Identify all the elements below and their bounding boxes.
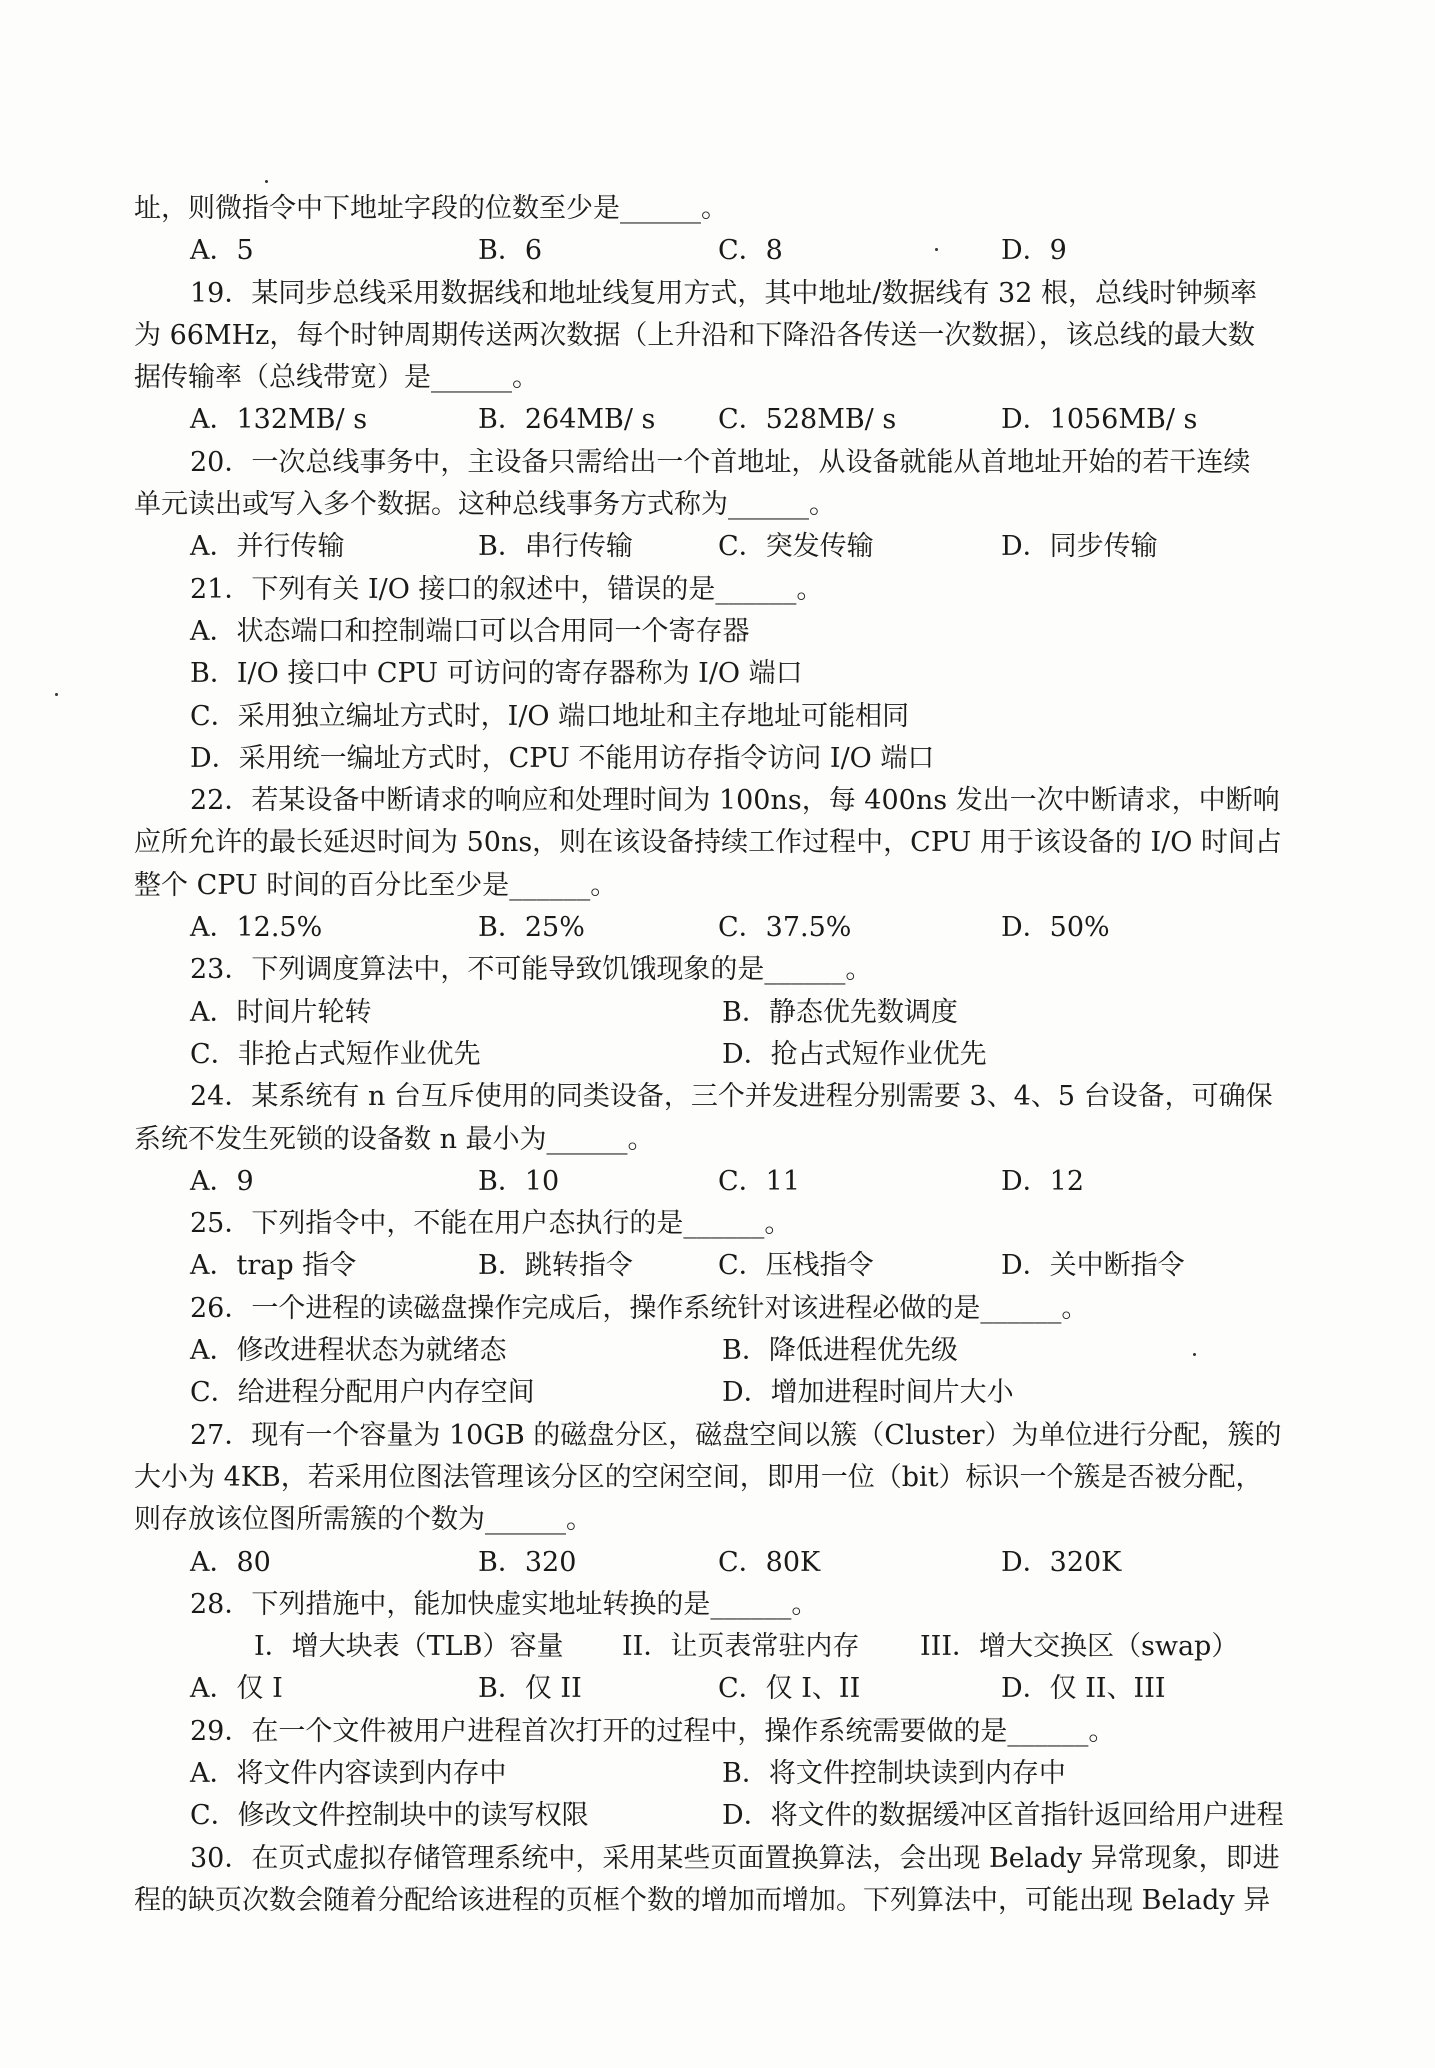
option-item: D．320K: [1001, 1546, 1122, 1578]
option-item: A．修改进程状态为就绪态: [190, 1335, 507, 1367]
text-line: 系统不发生死锁的设备数 n 最小为______。: [134, 1123, 655, 1155]
text-line: 则存放该位图所需簇的个数为______。: [134, 1504, 593, 1536]
option-item: C．仅 I、II: [718, 1673, 861, 1705]
option-item: B．跳转指令: [478, 1250, 633, 1282]
question-lines: [134, 188, 1285, 1922]
text-line: B．I/O 接口中 CPU 可访问的寄存器称为 I/O 端口: [190, 658, 803, 690]
text-line: 29．在一个文件被用户进程首次打开的过程中，操作系统需要做的是______。: [190, 1715, 1116, 1747]
option-item: B．降低进程优先级: [722, 1335, 958, 1367]
option-item: D．抢占式短作业优先: [722, 1038, 987, 1070]
option-item: D．仅 II、III: [1001, 1673, 1166, 1705]
text-line: 25．下列指令中，不能在用户态执行的是______。: [190, 1208, 792, 1240]
scan-speck: [55, 693, 58, 696]
option-item: A．9: [190, 1165, 254, 1197]
option-item: A．并行传输: [190, 531, 345, 563]
option-item: D．将文件的数据缓冲区首指针返回给用户进程: [722, 1800, 1284, 1832]
options-row: [134, 1626, 1285, 1668]
text-line: 址，则微指令中下地址字段的位数至少是______。: [134, 193, 728, 224]
option-item: D．同步传输: [1001, 531, 1158, 563]
option-item: C．11: [718, 1165, 801, 1197]
option-item: B．10: [478, 1165, 560, 1197]
options-row: [134, 526, 1285, 568]
text-line: 程的缺页次数会随着分配给该进程的页框个数的增加而增加。下列算法中，可能出现 Belady 异: [134, 1884, 1271, 1916]
options-row: [134, 1330, 1285, 1372]
text-line: 20．一次总线事务中，主设备只需给出一个首地址，从设备就能从首地址开始的若干连续: [190, 446, 1251, 478]
option-item: C．压栈指令: [718, 1250, 874, 1282]
options-row: [134, 230, 1285, 272]
option-item: C．突发传输: [718, 531, 874, 563]
text-line: 24．某系统有 n 台互斥使用的同类设备，三个并发进程分别需要 3、4、5 台设备，可确保: [190, 1081, 1273, 1113]
scan-speck: [265, 180, 268, 183]
option-item: A．时间片轮转: [190, 996, 372, 1028]
options-row: [134, 1542, 1285, 1584]
option-item: D．增加进程时间片大小: [722, 1377, 1014, 1409]
option-item: A．仅 I: [190, 1673, 283, 1705]
option-item: C．528MB/ s: [718, 404, 897, 436]
text-line: 整个 CPU 时间的百分比至少是______。: [134, 869, 618, 901]
option-item: B．6: [478, 235, 543, 267]
scan-speck: [935, 248, 938, 251]
option-item: B．320: [478, 1546, 577, 1578]
text-line: 单元读出或写入多个数据。这种总线事务方式称为______。: [134, 489, 836, 521]
option-item: C．8: [718, 235, 783, 267]
option-item: B．264MB/ s: [478, 404, 656, 436]
option-item: D．1056MB/ s: [1001, 404, 1198, 436]
option-item: B．静态优先数调度: [722, 996, 958, 1028]
option-item: C．37.5%: [718, 912, 852, 944]
option-item: A．12.5%: [190, 912, 323, 944]
option-item: III．增大交换区（swap）: [920, 1631, 1239, 1663]
text-line: 30．在页式虚拟存储管理系统中，采用某些页面置换算法，会出现 Belady 异常现象，即进: [190, 1842, 1280, 1874]
text-line: 应所允许的最长延迟时间为 50ns，则在该设备持续工作过程中，CPU 用于该设备的 I/O 时间占: [134, 827, 1282, 859]
option-item: C．非抢占式短作业优先: [190, 1038, 481, 1070]
options-row: [134, 1372, 1285, 1414]
option-item: D．50%: [1001, 912, 1110, 944]
option-item: A．将文件内容读到内存中: [190, 1757, 507, 1789]
text-line: 为 66MHz，每个时钟周期传送两次数据（上升沿和下降沿各传送一次数据），该总线的最大数: [134, 319, 1255, 351]
option-item: B．仅 II: [478, 1673, 582, 1705]
text-line: 27．现有一个容量为 10GB 的磁盘分区，磁盘空间以簇（Cluster）为单位进行分配，簇的: [190, 1419, 1282, 1451]
text-line: 19．某同步总线采用数据线和地址线复用方式，其中地址/数据线有 32 根，总线时钟频率: [190, 277, 1257, 309]
option-item: D．12: [1001, 1165, 1085, 1197]
option-item: B．串行传输: [478, 531, 633, 563]
option-item: D．关中断指令: [1001, 1250, 1185, 1282]
options-row: [134, 1245, 1285, 1287]
options-row: [134, 992, 1285, 1034]
scan-speck: [1193, 1353, 1196, 1356]
options-row: [134, 1161, 1285, 1203]
options-row: [134, 1795, 1285, 1837]
option-item: II．让页表常驻内存: [622, 1631, 860, 1663]
text-line: 26．一个进程的读磁盘操作完成后，操作系统针对该进程必做的是______。: [190, 1292, 1089, 1324]
text-line: C．采用独立编址方式时，I/O 端口地址和主存地址可能相同: [190, 700, 910, 732]
option-item: A．80: [190, 1546, 271, 1578]
text-line: 21．下列有关 I/O 接口的叙述中，错误的是______。: [190, 573, 824, 605]
text-line: 28．下列措施中，能加快虚实地址转换的是______。: [190, 1588, 819, 1620]
options-row: [134, 399, 1285, 441]
options-row: [134, 1753, 1285, 1795]
options-row: [134, 1034, 1285, 1076]
text-line: 大小为 4KB，若采用位图法管理该分区的空闲空间，即用一位（bit）标识一个簇是否被分配，: [134, 1461, 1263, 1493]
option-item: C．修改文件控制块中的读写权限: [190, 1800, 589, 1832]
text-line: 23．下列调度算法中，不可能导致饥饿现象的是______。: [190, 954, 873, 986]
option-item: A．5: [190, 235, 254, 267]
option-item: I．增大块表（TLB）容量: [254, 1631, 564, 1663]
option-item: C．80K: [718, 1546, 821, 1578]
option-item: B．25%: [478, 912, 585, 944]
option-item: D．9: [1001, 235, 1067, 267]
options-row: [134, 907, 1285, 949]
text-line: 据传输率（总线带宽）是______。: [134, 362, 539, 394]
text-line: D．采用统一编址方式时，CPU 不能用访存指令访问 I/O 端口: [190, 742, 935, 774]
options-row: [134, 1668, 1285, 1710]
text-line: A．状态端口和控制端口可以合用同一个寄存器: [190, 615, 750, 647]
option-item: A．132MB/ s: [190, 404, 368, 436]
option-item: B．将文件控制块读到内存中: [722, 1757, 1066, 1789]
option-item: C．给进程分配用户内存空间: [190, 1377, 535, 1409]
text-line: 22．若某设备中断请求的响应和处理时间为 100ns，每 400ns 发出一次中断请求，中断响: [190, 785, 1280, 817]
option-item: A．trap 指令: [190, 1250, 357, 1282]
